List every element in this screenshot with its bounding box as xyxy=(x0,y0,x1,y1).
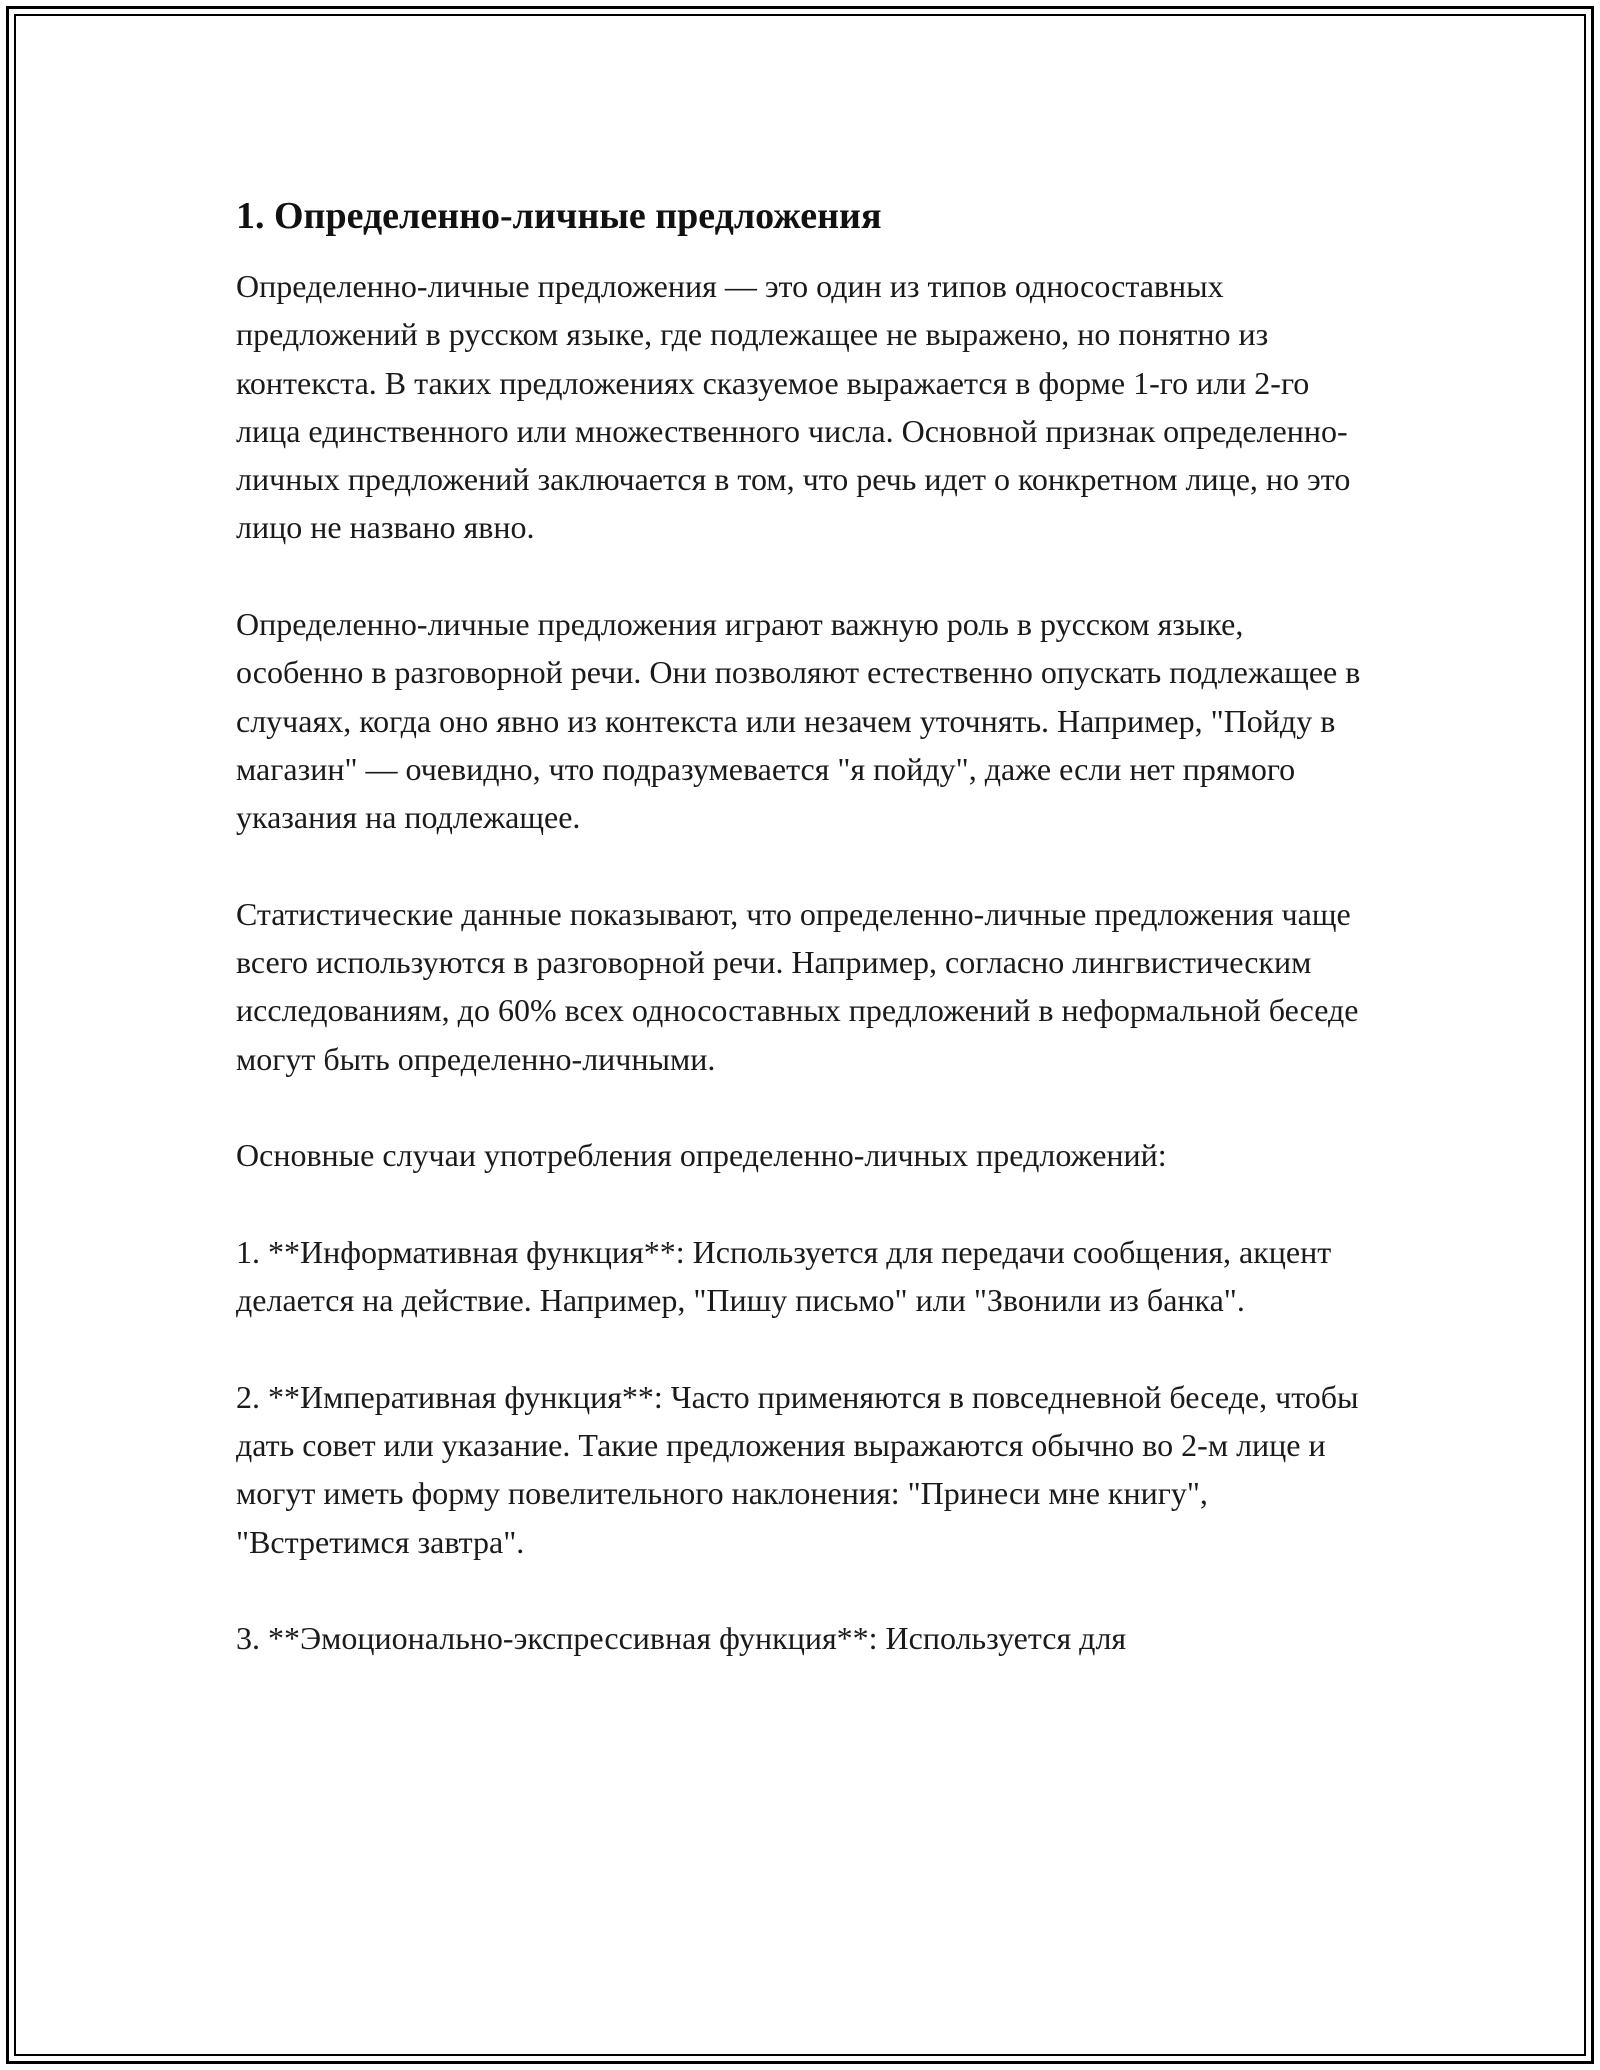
paragraph-definition: Определенно-личные предложения — это один из типов односоставных предложений в русском языке, где подлежащее не выражено, но понятно из контекста. В таких предложениях сказуемое выражается в форме 1-го или 2-го лица единственного или множественного числа. Основной признак определенно-личных предложений заключается в том, что речь идет о конкретном лице, но это лицо не названо явно. xyxy=(236,268,1351,546)
list-item-informative: 1. **Информативная функция**: Используется для передачи сообщения, акцент делается на действие. Например, "Пишу письмо" или "Звонили из банка". xyxy=(236,1233,1332,1319)
document-body xyxy=(236,192,1371,1663)
paragraph-usage-intro: Основные случаи употребления определенно-личных предложений: xyxy=(236,1137,1167,1174)
list-item-imperative: 2. **Императивная функция**: Часто применяются в повседневной беседе, чтобы дать совет или указание. Такие предложения выражаются обычно во 2-м лице и могут иметь форму повелительного наклонения: "Принеси мне книгу", "Встретимся завтра". xyxy=(236,1378,1359,1560)
paragraph-role: Определенно-личные предложения играют важную роль в русском языке, особенно в разговорной речи. Они позволяют естественно опускать подлежащее в случаях, когда оно явно из контекста или незачем уточнять. Например, "Пойду в магазин" — очевидно, что подразумевается "я пойду", даже если нет прямого указания на подлежащее. xyxy=(236,606,1361,836)
section-heading: 1. Определенно-личные предложения xyxy=(236,195,882,237)
list-item-emotional: 3. **Эмоционально-экспрессивная функция**: Используется для xyxy=(236,1620,1127,1657)
paragraph-statistics: Статистические данные показывают, что определенно-личные предложения чаще всего используются в разговорной речи. Например, согласно лингвистическим исследованиям, до 60% всех односоставных предложений в неформальной беседе могут быть определенно-личными. xyxy=(236,895,1359,1077)
